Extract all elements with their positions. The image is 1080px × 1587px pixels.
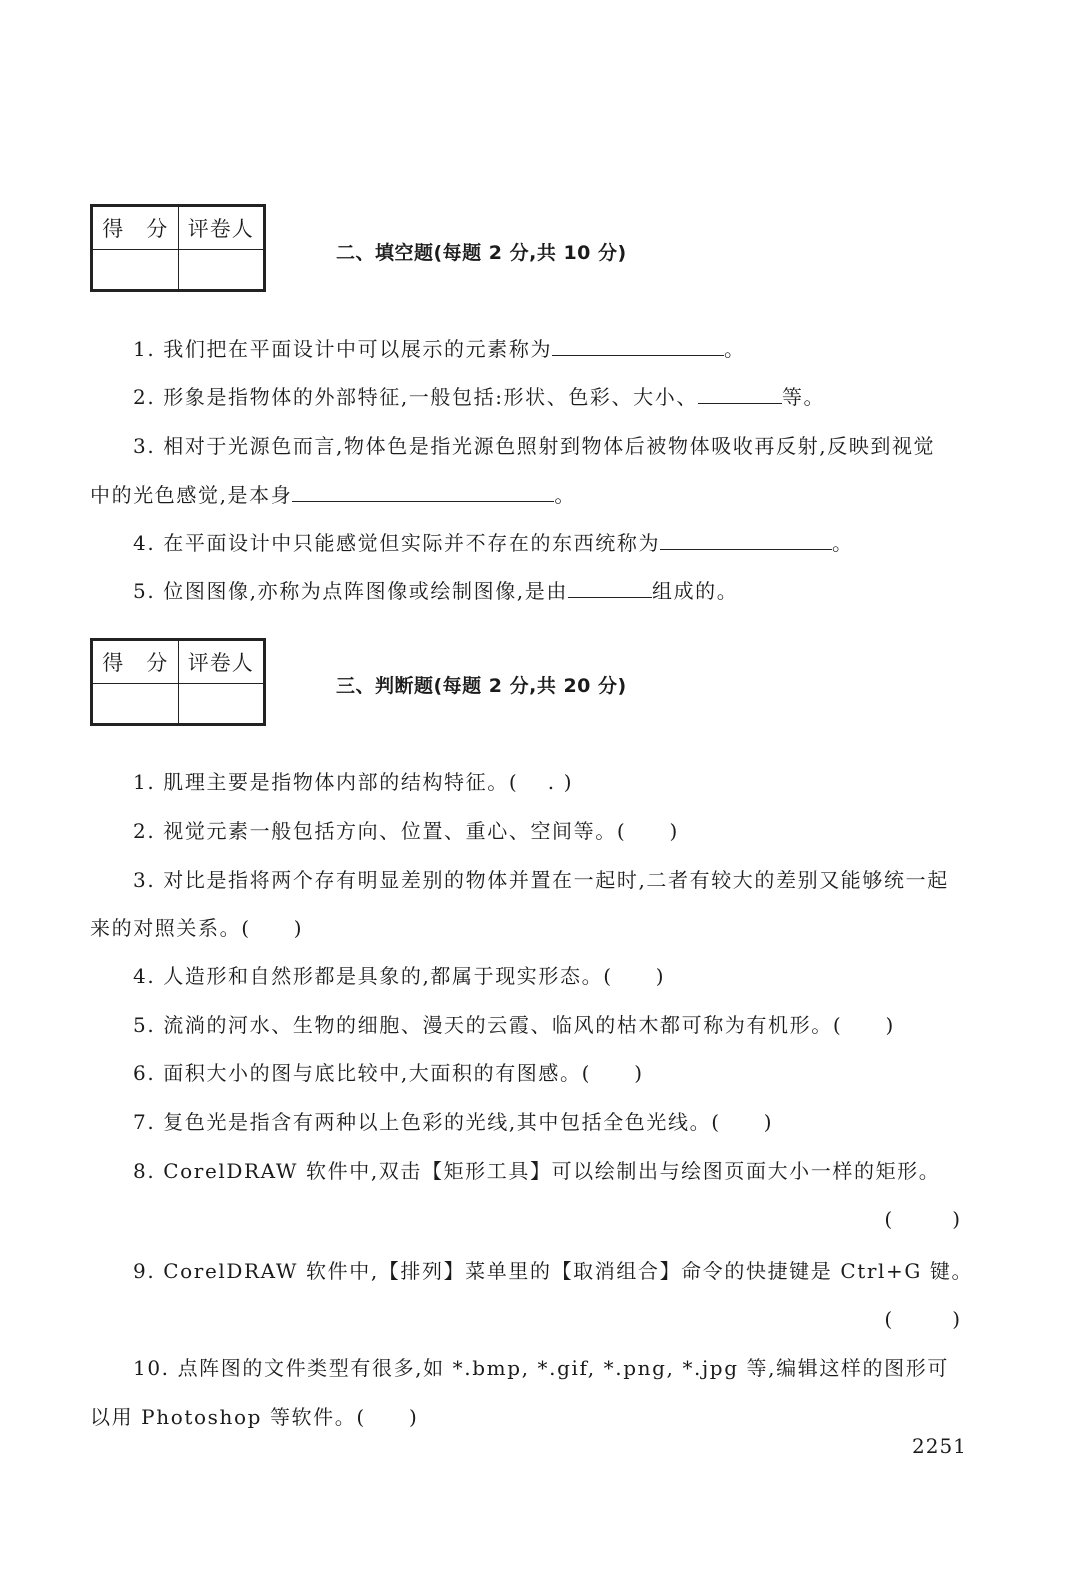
fill-question-4: 4. 在平面设计中只能感觉但实际并不存在的东西统称为 。 — [133, 531, 854, 555]
answer-blank-2[interactable] — [698, 385, 782, 404]
tf-question-3-line2: 来的对照关系。( ) — [90, 916, 304, 940]
score-label: 得 分 — [93, 207, 179, 250]
page-number: 2251 — [912, 1434, 967, 1458]
section2-title: 二、填空题(每题 2 分,共 10 分) — [336, 242, 627, 264]
tf-question-9-answer[interactable]: ( ) — [884, 1307, 980, 1331]
grader-label: 评卷人 — [178, 641, 264, 684]
score-cell[interactable] — [93, 250, 179, 290]
answer-blank-3[interactable] — [292, 483, 554, 502]
fill-question-2: 2. 形象是指物体的外部特征,一般包括:形状、色彩、大小、 等。 — [133, 385, 826, 409]
answer-blank-1[interactable] — [552, 337, 724, 356]
answer-blank-4[interactable] — [660, 531, 832, 550]
fill-question-3-line2: 中的光色感觉,是本身 。 — [90, 483, 576, 507]
grader-cell[interactable] — [178, 250, 264, 290]
score-box-section2 — [90, 204, 266, 292]
section3-title: 三、判断题(每题 2 分,共 20 分) — [336, 675, 627, 697]
tf-question-4: 4. 人造形和自然形都是具象的,都属于现实形态。( ) — [133, 964, 666, 988]
tf-question-6: 6. 面积大小的图与底比较中,大面积的有图感。( ) — [133, 1061, 644, 1085]
tf-question-10-line1: 10. 点阵图的文件类型有很多,如 *.bmp, *.gif, *.png, *.jpg 等,编辑这样的图形可 — [133, 1356, 949, 1380]
score-cell[interactable] — [93, 684, 179, 724]
tf-question-1: 1. 肌理主要是指物体内部的结构特征。( . ) — [133, 770, 574, 794]
score-box-section3 — [90, 638, 266, 726]
tf-question-10-line2: 以用 Photoshop 等软件。( ) — [90, 1405, 419, 1429]
fill-question-1: 1. 我们把在平面设计中可以展示的元素称为 。 — [133, 337, 746, 361]
tf-question-8: 8. CorelDRAW 软件中,双击【矩形工具】可以绘制出与绘图页面大小一样的矩形。 — [133, 1159, 941, 1183]
tf-question-9: 9. CorelDRAW 软件中,【排列】菜单里的【取消组合】命令的快捷键是 Ctrl+G 键。 — [133, 1259, 974, 1283]
fill-question-3-line1: 3. 相对于光源色而言,物体色是指光源色照射到物体后被物体吸收再反射,反映到视觉 — [133, 434, 936, 458]
answer-blank-5[interactable] — [568, 579, 652, 598]
tf-question-7: 7. 复色光是指含有两种以上色彩的光线,其中包括全色光线。( ) — [133, 1110, 774, 1134]
grader-label: 评卷人 — [178, 207, 264, 250]
score-label: 得 分 — [93, 641, 179, 684]
grader-cell[interactable] — [178, 684, 264, 724]
fill-question-5: 5. 位图图像,亦称为点阵图像或绘制图像,是由 组成的。 — [133, 579, 739, 603]
tf-question-3-line1: 3. 对比是指将两个存有明显差别的物体并置在一起时,二者有较大的差别又能够统一起 — [133, 868, 949, 892]
tf-question-5: 5. 流淌的河水、生物的细胞、漫天的云霞、临风的枯木都可称为有机形。( ) — [133, 1013, 895, 1037]
tf-question-2: 2. 视觉元素一般包括方向、位置、重心、空间等。( ) — [133, 819, 679, 843]
tf-question-8-answer[interactable]: ( ) — [884, 1207, 980, 1231]
